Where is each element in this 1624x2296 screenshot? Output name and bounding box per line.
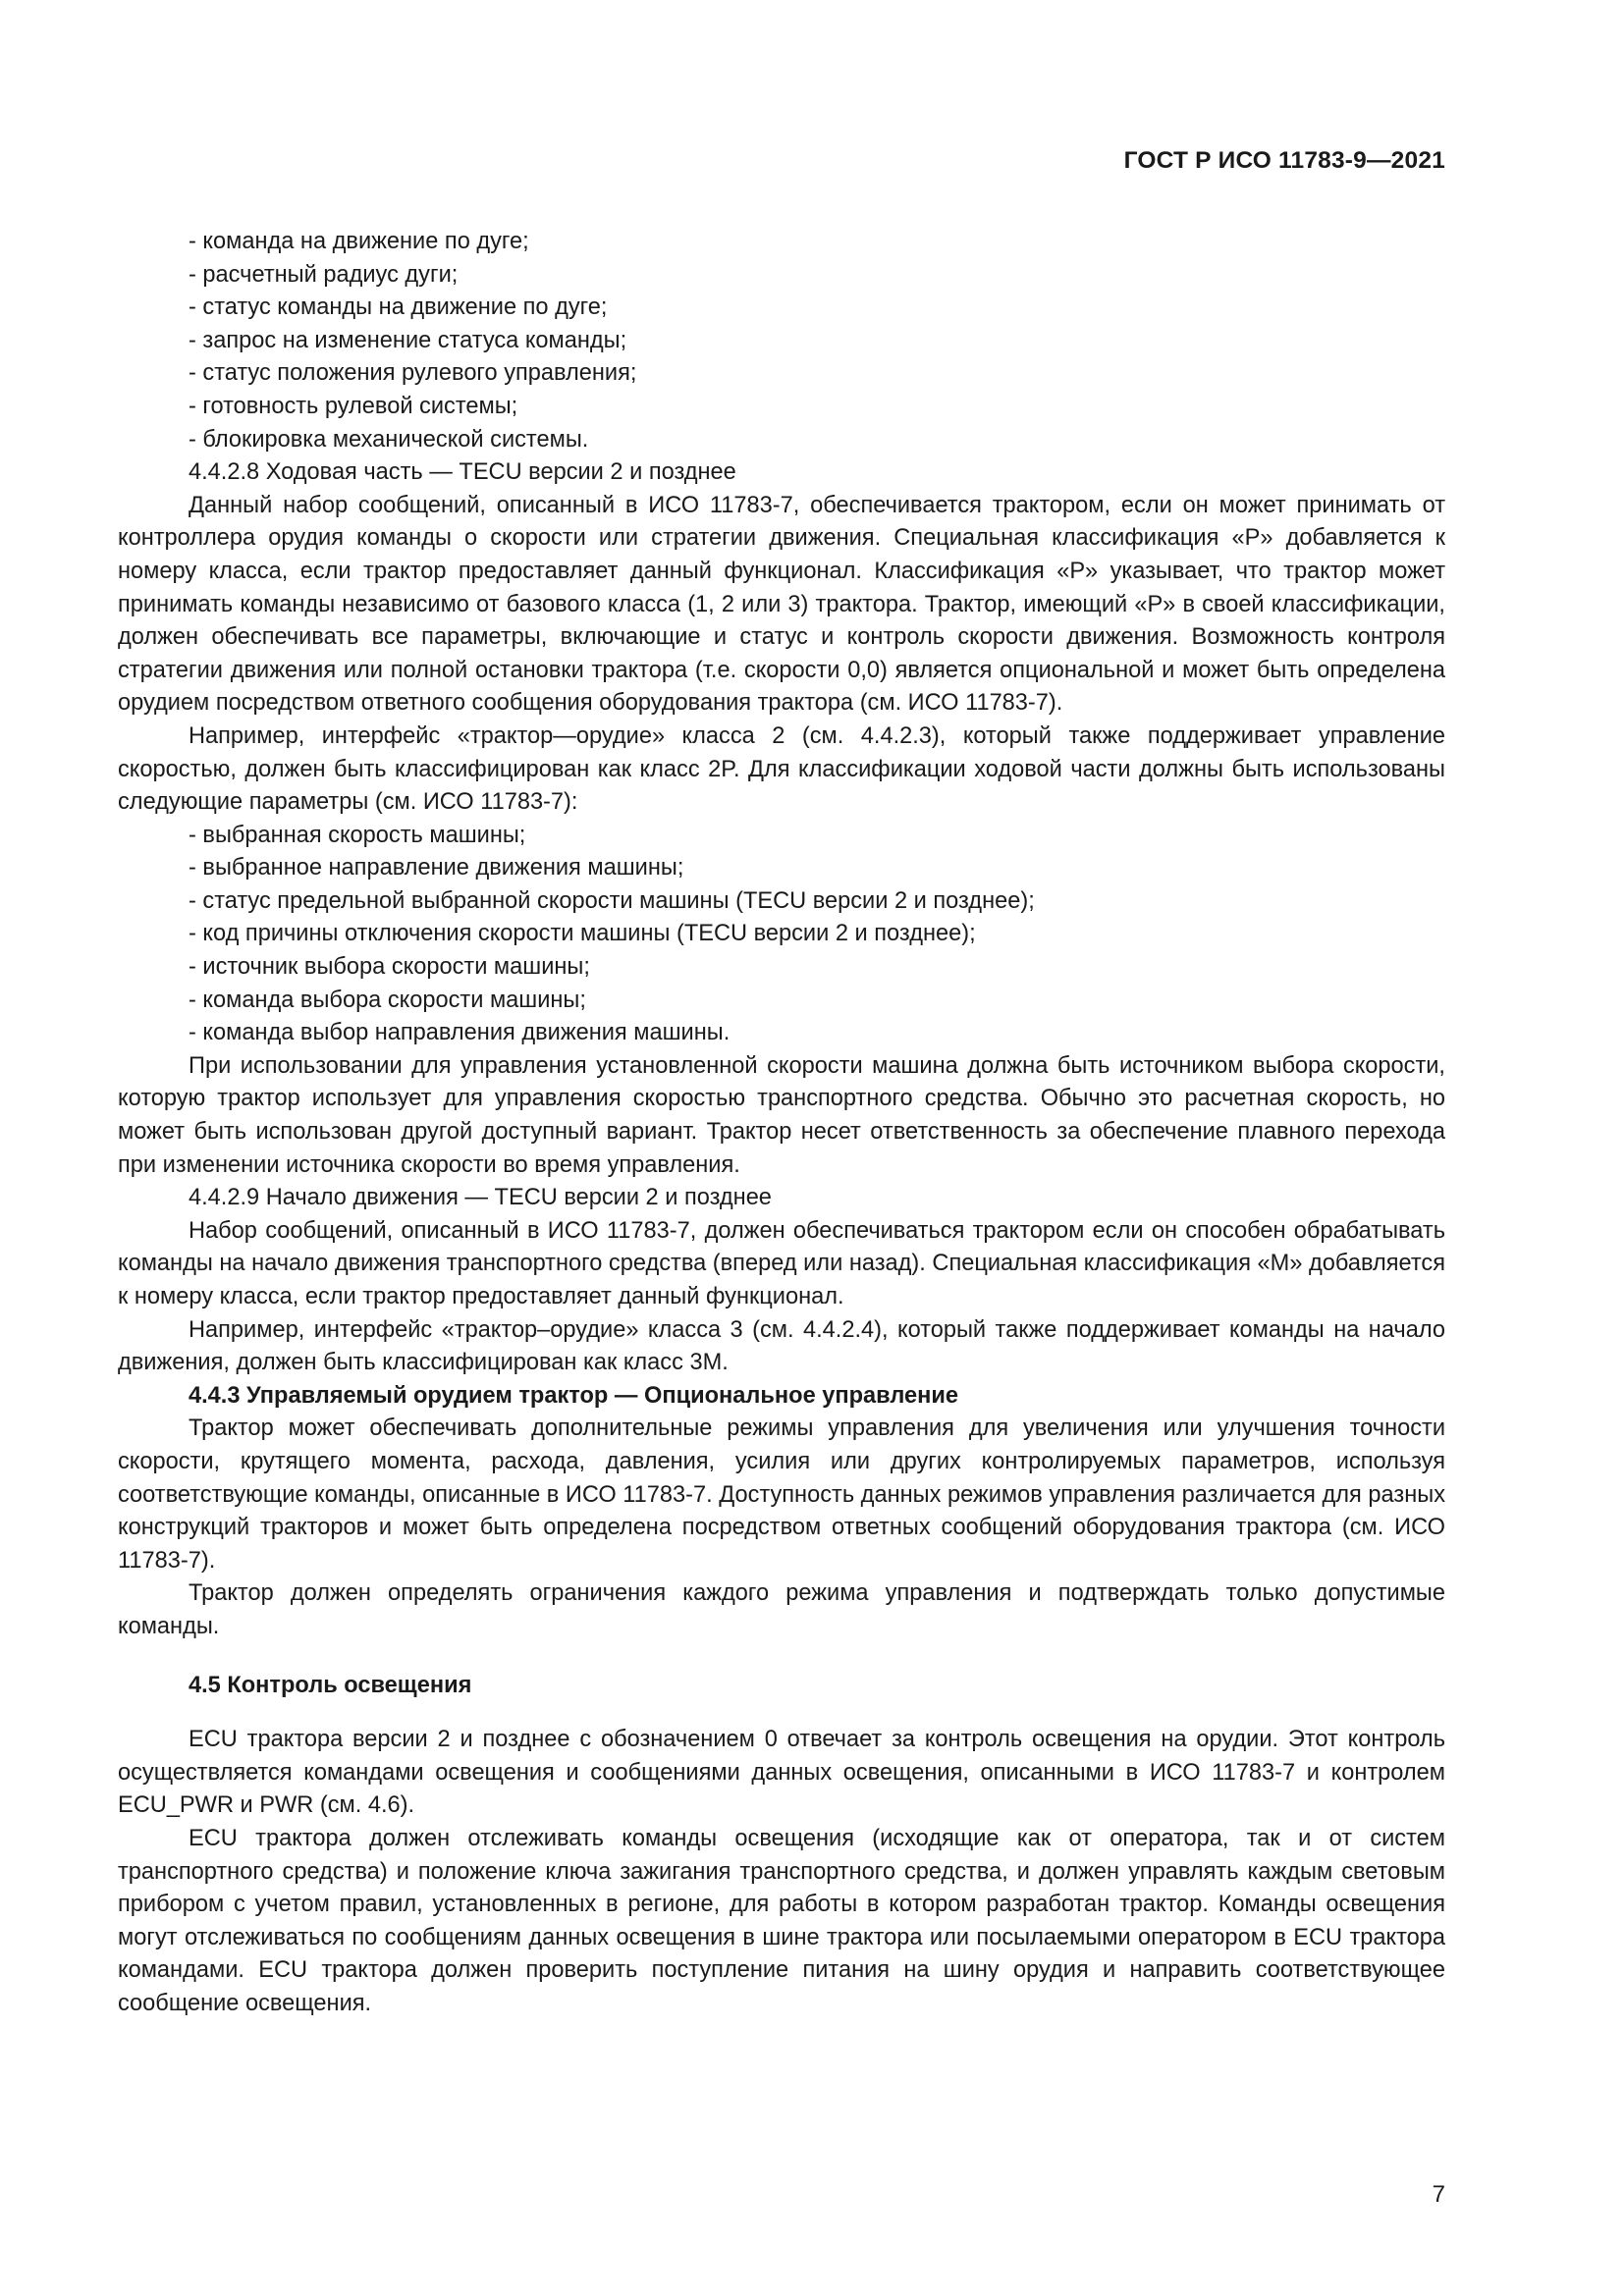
section-heading-4-4-2-9: 4.4.2.9 Начало движения — TECU версии 2 и позднее [189,1185,772,1211]
document-number-header: ГОСТ Р ИСО 11783-9—2021 [1123,147,1445,174]
list-item: - статус предельной выбранной скорости машины (TECU версии 2 и позднее); [189,887,1035,914]
paragraph: Трактор должен определять ограничения каждого режима управления и подтверждать только допустимые команды. [118,1580,1445,1639]
section-heading-4-5: 4.5 Контроль освещения [189,1672,472,1698]
list-item: - расчетный радиус дуги; [189,261,459,288]
paragraph: Набор сообщений, описанный в ИСО 11783-7, должен обеспечиваться трактором если он способен обрабатывать команды на начало движения транспортного средства (вперед или назад). Специальная классификация «M» добавляется к номеру класса, если трактор предоставляет данный функционал. [118,1217,1445,1309]
paragraph: Данный набор сообщений, описанный в ИСО 11783-7, обеспечивается трактором, если он может принимать от контроллера орудия команды о скорости или стратегии движения. Специальная классификация «P» добавляется к номеру класса, если трактор предоставляет данный функционал. Классификация «P» указывает, что трактор может принимать команды независимо от базового класса (1, 2 или 3) трактора. Трактор, имеющий «P» в своей классификации, должен обеспечивать все параметры, включающие и статус и контроль скорости движения. Возможность контроля стратегии движения или полной остановки трактора (т.е. скорости 0,0) является опциональной и может быть определена орудием посредством ответного сообщения оборудования трактора (см. ИСО 11783-7). [118,492,1445,717]
list-item: - источник выбора скорости машины; [189,954,590,981]
list-item: - запрос на изменение статуса команды; [189,327,627,353]
paragraph: При использовании для управления установленной скорости машина должна быть источником выбора скорости, которую трактор использует для управления скоростью транспортного средства. Обычно это расчетная скорость, но может быть использован другой доступный вариант. Трактор несет ответственность за обеспечение плавного перехода при изменении источника скорости во время управления. [118,1052,1445,1178]
list-item: - команда на движение по дуге; [189,229,529,254]
paragraph: Например, интерфейс «трактор–орудие» класса 3 (см. 4.4.2.4), который также поддерживает команды на начало движения, должен быть классифицирован как класс 3M. [118,1316,1445,1376]
list-item: - статус команды на движение по дуге; [189,294,608,321]
paragraph: ECU трактора должен отслеживать команды освещения (исходящие как от оператора, так и от систем транспортного средства) и положение ключа зажигания транспортного средства, и должен управлять каждым световым прибором с учетом правил, установленных в регионе, для работы в котором разработан трактор. Команды освещения могут отслеживаться по сообщениям данных освещения в шине трактора или посылаемыми оператором в ECU трактора командами. ECU трактора должен проверить поступление питания на шину орудия и направить соответствующее сообщение освещения. [118,1825,1445,2016]
list-item: - блокировка механической системы. [189,426,589,453]
paragraph: Трактор может обеспечивать дополнительные режимы управления для увеличения или улучшения точности скорости, крутящего момента, расхода, давления, усилия или других контролируемых параметров, используя соответствующие команды, описанные в ИСО 11783-7. Доступность данных режимов управления различается для разных конструкций тракторов и может быть определена посредством ответных сообщений оборудования трактора (см. ИСО 11783-7). [118,1415,1445,1574]
list-item: - команда выбор направления движения машины. [189,1020,731,1046]
list-item: - выбранное направление движения машины; [189,855,684,881]
list-item: - статус положения рулевого управления; [189,360,637,387]
page-body [118,226,1445,2020]
list-item: - код причины отключения скорости машины (TECU версии 2 и позднее); [189,921,976,947]
list-item: - выбранная скорость машины; [189,822,526,848]
paragraph: Например, интерфейс «трактор—орудие» класса 2 (см. 4.4.2.3), который также поддерживает управление скоростью, должен быть классифицирован как класс 2P. Для классификации ходовой части должны быть использованы следующие параметры (см. ИСО 11783-7): [118,722,1445,816]
list-item: - команда выбора скорости машины; [189,987,586,1013]
list-item: - готовность рулевой системы; [189,393,518,419]
page-number: 7 [1432,2181,1445,2208]
section-heading-4-4-2-8: 4.4.2.8 Ходовая часть — TECU версии 2 и позднее [189,459,736,486]
section-heading-4-4-3: 4.4.3 Управляемый орудием трактор — Опциональное управление [189,1382,959,1409]
paragraph: ECU трактора версии 2 и позднее с обозначением 0 отвечает за контроль освещения на орудии. Этот контроль осуществляется командами освещения и сообщениями данных освещения, описанными в ИСО 11783-7 и контролем ECU_PWR и PWR (см. 4.6). [118,1727,1445,1819]
